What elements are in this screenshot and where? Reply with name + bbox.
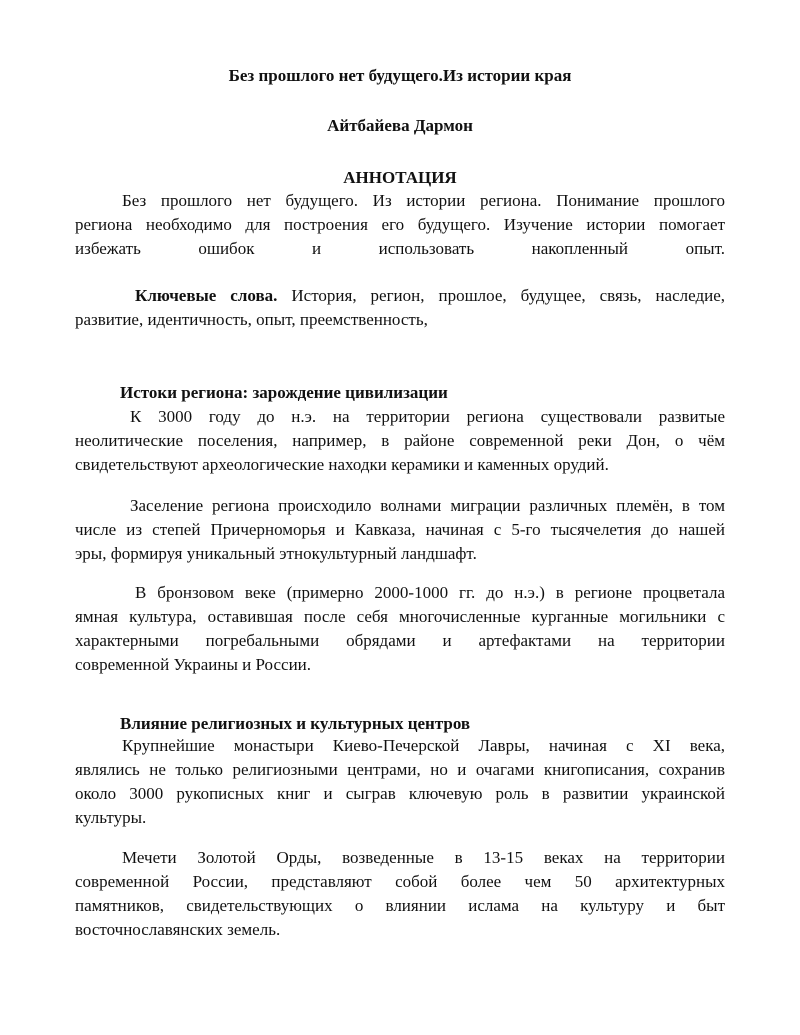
section-heading-origins: Истоки региона: зарождение цивилизации	[120, 383, 448, 402]
paragraph-line: культуры.	[75, 808, 147, 827]
paragraph-line: В бронзовом веке (примерно 2000-1000 гг. до н.э.) в регионе процветала	[135, 583, 725, 602]
annotation-heading: АННОТАЦИЯ	[343, 168, 457, 187]
paragraph-line: современной Украины и России.	[75, 655, 312, 674]
origins-paragraph-2	[75, 494, 725, 566]
paragraph-line: характерными погребальными обрядами и артефактами на территории	[75, 631, 725, 650]
annotation-line: Без прошлого нет будущего. Из истории региона. Понимание прошлого	[122, 191, 725, 210]
annotation-paragraph	[75, 189, 725, 261]
paragraph-line: являлись не только религиозными центрами, но и очагами книгописания, сохранив	[75, 760, 725, 779]
keywords-paragraph	[75, 284, 725, 332]
paragraph-line: свидетельствуют археологические находки керамики и каменных орудий.	[75, 455, 609, 474]
paragraph-line: Заселение региона происходило волнами миграции различных племён, в том	[130, 496, 725, 515]
paragraph-line: около 3000 рукописных книг и сыграв ключевую роль в развитии украинской	[75, 784, 725, 803]
paragraph-line: эры, формируя уникальный этнокультурный ландшафт.	[75, 544, 477, 563]
religion-paragraph-1	[75, 734, 725, 830]
section-heading-religion: Влияние религиозных и культурных центров	[120, 714, 471, 733]
author-name: Айтбайева Дармон	[327, 116, 473, 135]
paragraph-line: памятников, свидетельствующих о влиянии ислама на культуру и быт	[75, 896, 725, 915]
keywords-label: Ключевые слова.	[135, 286, 278, 305]
paragraph-line: Мечети Золотой Орды, возведенные в 13-15 веках на территории	[122, 848, 725, 867]
religion-paragraph-2	[75, 846, 725, 942]
paragraph-line: современной России, представляют собой более чем 50 архитектурных	[75, 872, 725, 891]
keywords-text: История, регион, прошлое, будущее, связь, наследие,	[277, 286, 725, 305]
paragraph-line: ямная культура, оставившая после себя многочисленные курганные могильники с	[75, 607, 725, 626]
paragraph-line: Крупнейшие монастыри Киево-Печерской Лавры, начиная с XI века,	[122, 736, 725, 755]
paragraph-line: числе из степей Причерноморья и Кавказа, начиная с 5-го тысячелетия до нашей	[75, 520, 725, 539]
paragraph-line: восточнославянских земель.	[75, 920, 281, 939]
keywords-line-2: развитие, идентичность, опыт, преемственность,	[75, 310, 428, 329]
paragraph-line: неолитические поселения, например, в районе современной реки Дон, о чём	[75, 431, 725, 450]
origins-paragraph-1	[75, 405, 725, 477]
annotation-line: региона необходимо для построения его будущего. Изучение истории помогает	[75, 215, 725, 234]
paragraph-line: К 3000 году до н.э. на территории региона существовали развитые	[130, 407, 725, 426]
annotation-line: избежать ошибок и использовать накопленный опыт.	[75, 239, 725, 258]
origins-paragraph-3	[75, 581, 725, 677]
keywords-line	[75, 284, 725, 308]
document-title: Без прошлого нет будущего.Из истории края	[228, 66, 572, 85]
